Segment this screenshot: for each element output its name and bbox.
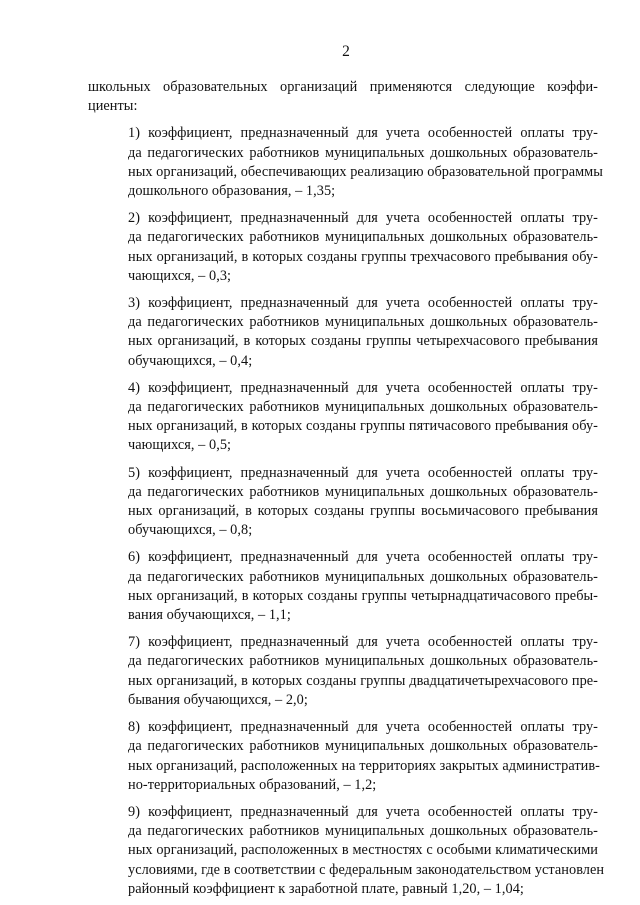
coefficient-item-7 xyxy=(88,633,598,710)
page-number: 2 xyxy=(342,43,350,60)
text-line: ных организаций, в которых созданы группы восьмичасового пребывания xyxy=(128,503,598,520)
text-line: 4) коэффициент, предназначенный для учета особенностей оплаты тру- xyxy=(128,379,598,396)
text-line: 5) коэффициент, предназначенный для учета особенностей оплаты тру- xyxy=(128,464,598,481)
text-line: ных организаций, расположенных в местностях с особыми климатическими xyxy=(128,842,598,859)
text-line: 7) коэффициент, предназначенный для учета особенностей оплаты тру- xyxy=(128,634,598,651)
text-line: циенты: xyxy=(88,98,138,115)
text-line: да педагогических работников муниципальных дошкольных образователь- xyxy=(128,823,598,840)
coefficient-item-9 xyxy=(88,803,605,899)
text-line: 9) коэффициент, предназначенный для учета особенностей оплаты тру- xyxy=(128,803,598,820)
text-line: да педагогических работников муниципальных дошкольных образователь- xyxy=(128,399,598,416)
coefficient-item-6 xyxy=(88,548,598,625)
coefficient-item-5 xyxy=(88,464,598,541)
coefficient-item-2 xyxy=(88,209,598,286)
text-line: обучающихся, – 0,4; xyxy=(128,352,253,369)
text-line: условиями, где в соответствии с федеральным законодательством установлен xyxy=(128,861,605,878)
text-line: ных организаций, расположенных на территориях закрытых административ- xyxy=(128,757,600,774)
text-line: ных организаций, в которых созданы группы двадцатичетырехчасового пре- xyxy=(128,672,598,689)
text-line: ных организаций, в которых созданы группы пятичасового пребывания обу- xyxy=(128,418,598,435)
coefficient-item-1 xyxy=(88,124,603,201)
text-line: да педагогических работников муниципальных дошкольных образователь- xyxy=(128,568,598,585)
text-line: но-территориальных образований, – 1,2; xyxy=(128,776,377,793)
text-line: да педагогических работников муниципальных дошкольных образователь- xyxy=(128,483,598,500)
text-line: бывания обучающихся, – 2,0; xyxy=(128,691,308,708)
text-line: да педагогических работников муниципальных дошкольных образователь- xyxy=(128,144,598,161)
text-line: ных организаций, в которых созданы группы четырехчасового пребывания xyxy=(128,333,598,350)
text-line: да педагогических работников муниципальных дошкольных образователь- xyxy=(128,229,598,246)
text-line: школьных образовательных организаций применяются следующие коэффи- xyxy=(88,79,598,95)
intro-paragraph xyxy=(88,78,598,116)
text-line: ных организаций, в которых созданы группы четырнадцатичасового пребы- xyxy=(128,587,598,604)
text-line: 8) коэффициент, предназначенный для учета особенностей оплаты тру- xyxy=(128,719,598,736)
text-line: 3) коэффициент, предназначенный для учета особенностей оплаты тру- xyxy=(128,295,598,312)
text-line: ных организаций, в которых созданы группы трехчасового пребывания обу- xyxy=(128,248,598,265)
coefficient-item-3 xyxy=(88,294,598,371)
text-line: районный коэффициент к заработной плате, равный 1,20, – 1,04; xyxy=(128,880,524,897)
text-line: 2) коэффициент, предназначенный для учета особенностей оплаты тру- xyxy=(128,210,598,227)
coefficient-item-4 xyxy=(88,379,598,456)
text-line: 6) коэффициент, предназначенный для учета особенностей оплаты тру- xyxy=(128,549,598,566)
text-line: ных организаций, обеспечивающих реализацию образовательной программы xyxy=(128,163,603,180)
text-line: чающихся, – 0,3; xyxy=(128,267,232,284)
text-line: да педагогических работников муниципальных дошкольных образователь- xyxy=(128,653,598,670)
text-line: обучающихся, – 0,8; xyxy=(128,522,253,539)
coefficient-item-8 xyxy=(88,718,598,795)
text-line: дошкольного образования, – 1,35; xyxy=(128,183,336,200)
text-line: чающихся, – 0,5; xyxy=(128,437,232,454)
text-line: 1) коэффициент, предназначенный для учета особенностей оплаты тру- xyxy=(128,125,598,142)
text-line: да педагогических работников муниципальных дошкольных образователь- xyxy=(128,314,598,331)
text-line: да педагогических работников муниципальных дошкольных образователь- xyxy=(128,738,598,755)
text-line: вания обучающихся, – 1,1; xyxy=(128,607,291,624)
